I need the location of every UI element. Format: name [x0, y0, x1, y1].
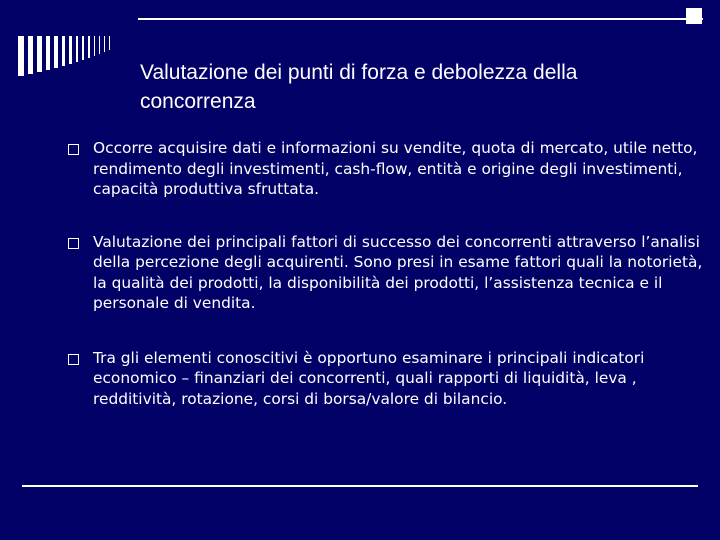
decorative-bar	[76, 36, 78, 62]
bullet-text: Tra gli elementi conoscitivi è opportuno esaminare i principali indicatori economico – finanziari dei concorrenti, quali rapporti di liquidità, leva , redditività, rotazione, corsi di borsa/valore di bilancio.	[93, 348, 645, 408]
decorative-top-square	[686, 8, 702, 24]
decorative-bar	[28, 36, 33, 74]
bottom-divider-line	[22, 485, 698, 487]
bullet-text: Occorre acquisire dati e informazioni su vendite, quota di mercato, utile netto, rendimento degli investimenti, cash-flow, entità e origine degli investimenti, capacità produttiva sfruttata.	[93, 139, 698, 198]
decorative-bars	[18, 36, 138, 76]
decorative-bar	[82, 36, 84, 60]
hollow-square-bullet-icon	[68, 238, 79, 249]
decorative-bar	[94, 36, 95, 56]
decorative-bar	[104, 36, 105, 52]
bullet-item	[64, 138, 714, 200]
hollow-square-bullet-icon	[68, 144, 79, 155]
decorative-bar	[99, 36, 100, 54]
decorative-top-line	[138, 18, 703, 20]
decorative-bar	[88, 36, 90, 58]
decorative-bar	[109, 36, 110, 50]
decorative-bar	[18, 36, 24, 76]
bullet-item	[64, 348, 714, 410]
decorative-bar	[54, 36, 58, 68]
hollow-square-bullet-icon	[68, 354, 79, 365]
bullet-item	[64, 232, 714, 314]
slide-title: Valutazione dei punti di forza e debolezza della concorrenza	[140, 61, 578, 113]
bullet-text: Valutazione dei principali fattori di successo dei concorrenti attraverso l’analisi della percezione degli acquirenti. Sono presi in esame fattori quali la notorietà, la qualità dei prodotti, la disponibilità dei prodotti, l’assistenza tecnica e il personale di vendita.	[93, 232, 703, 312]
decorative-bar	[69, 36, 72, 64]
decorative-bar	[62, 36, 65, 66]
decorative-bar	[46, 36, 50, 70]
bullet-list	[64, 138, 714, 441]
decorative-bar	[37, 36, 42, 72]
